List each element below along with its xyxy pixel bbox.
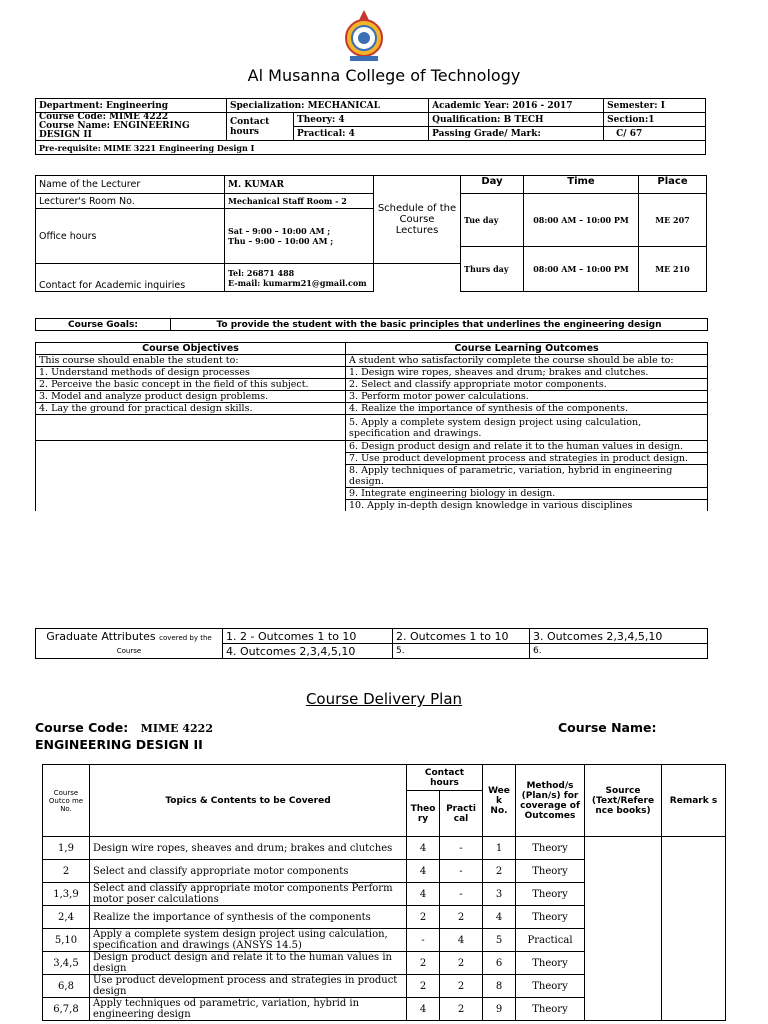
objective-item: 4. Lay the ground for practical design skills. (36, 403, 346, 415)
grade-value: C/ 67 (604, 127, 706, 141)
row-topic: Design product design and relate it to the human values in design (90, 952, 407, 975)
outcome-item: 2. Select and classify appropriate motor components. (346, 379, 708, 391)
theory-hours: Theory: 4 (294, 113, 429, 127)
plan-course-code-label: Course Code: (35, 720, 129, 735)
outcome-item: 10. Apply in-depth design knowledge in various disciplines (346, 500, 708, 512)
plan-course-name-label: Course Name: (558, 720, 657, 735)
academic-year: Academic Year: 2016 - 2017 (429, 99, 604, 113)
room-label: Lecturer's Room No. (36, 194, 225, 209)
lecturer-name: M. KUMAR (225, 176, 374, 194)
row-theory: - (407, 929, 440, 952)
col-time: Time (524, 176, 639, 194)
row-method: Practical (516, 929, 585, 952)
row-outcome: 6,8 (43, 975, 90, 998)
lecturer-tel: Tel: 26871 488 (228, 267, 295, 278)
course-name: Course Name: ENGINEERING DESIGN II (39, 121, 190, 140)
graduate-cell-5: 5. (393, 644, 530, 659)
row-method: Theory (516, 837, 585, 860)
table-row (43, 837, 726, 860)
row-method: Theory (516, 906, 585, 929)
row-outcome: 6,7,8 (43, 998, 90, 1021)
row-theory: 4 (407, 883, 440, 906)
outcomes-header: Course Learning Outcomes (346, 343, 708, 355)
schedule-time-1: 08:00 AM – 10:00 PM (524, 194, 639, 247)
section: Section:1 (604, 113, 706, 127)
contact-value (225, 264, 374, 292)
graduate-cell-1: 1. 2 - Outcomes 1 to 10 (223, 629, 393, 644)
graduate-label-cell (36, 629, 223, 659)
schedule-place-1: ME 207 (639, 194, 707, 247)
outcome-item: 3. Perform motor power calculations. (346, 391, 708, 403)
header-source: Source (Text/Refere nce books) (585, 765, 662, 837)
row-theory: 4 (407, 837, 440, 860)
graduate-label-small: covered by the Course (116, 633, 212, 655)
objective-empty (36, 415, 346, 441)
outcome-item: 4. Realize the importance of synthesis of the components. (346, 403, 708, 415)
row-method: Theory (516, 975, 585, 998)
college-logo (340, 8, 388, 66)
row-practical: - (440, 837, 483, 860)
room-value: Mechanical Staff Room - 2 (225, 194, 374, 209)
row-practical: 2 (440, 998, 483, 1021)
row-outcome: 5,10 (43, 929, 90, 952)
row-topic: Design wire ropes, sheaves and drum; brakes and clutches (90, 837, 407, 860)
row-theory: 2 (407, 975, 440, 998)
graduate-attributes-table (35, 628, 708, 659)
goals-text: To provide the student with the basic principles that underlines the engineering design (171, 319, 708, 331)
row-outcome: 1,9 (43, 837, 90, 860)
header-practical: Practi cal (440, 791, 483, 837)
department: Department: Engineering (36, 99, 227, 113)
row-practical: 2 (440, 952, 483, 975)
row-method: Theory (516, 998, 585, 1021)
row-week: 6 (483, 952, 516, 975)
graduate-cell-2: 2. Outcomes 1 to 10 (393, 629, 530, 644)
row-theory: 2 (407, 906, 440, 929)
row-outcome: 3,4,5 (43, 952, 90, 975)
row-theory: 2 (407, 952, 440, 975)
row-topic: Realize the importance of synthesis of the components (90, 906, 407, 929)
course-code-name (36, 113, 227, 141)
semester: Semester: I (604, 99, 706, 113)
row-topic: Select and classify appropriate motor components (90, 860, 407, 883)
course-code: Course Code: MIME 4222 (39, 112, 169, 122)
outcome-item: 7. Use product development process and strategies in product design. (346, 453, 708, 465)
col-day: Day (461, 176, 524, 194)
goals-label: Course Goals: (36, 319, 171, 331)
row-topic: Use product development process and strategies in product design (90, 975, 407, 998)
graduate-label: Graduate Attributes (46, 629, 156, 643)
office-hours-line-1: Sat – 9:00 – 10:00 AM ; (228, 226, 331, 236)
contact-hours-label: Contact hours (227, 113, 294, 141)
row-topic: Select and classify appropriate motor components Perform motor poser calculations (90, 883, 407, 906)
qualification: Qualification: B TECH (429, 113, 604, 127)
objective-item: 2. Perceive the basic concept in the field of this subject. (36, 379, 346, 391)
row-method: Theory (516, 952, 585, 975)
row-method: Theory (516, 883, 585, 906)
header-method: Method/s (Plan/s) for coverage of Outcomes (516, 765, 585, 837)
row-method: Theory (516, 860, 585, 883)
header-remarks: Remark s (662, 765, 726, 837)
contact-label: Contact for Academic inquiries (36, 264, 225, 292)
lecturer-table (35, 175, 707, 292)
row-practical: - (440, 883, 483, 906)
lecturer-email: E-mail: kumarm21@gmail.com (228, 277, 367, 288)
plan-rows (43, 837, 726, 1021)
delivery-plan-title: Course Delivery Plan (305, 690, 463, 708)
schedule-day-2: Thurs day (461, 247, 524, 292)
row-week: 3 (483, 883, 516, 906)
outcome-item: 6. Design product design and relate it to the human values in design. (346, 441, 708, 453)
outcome-item: 8. Apply techniques of parametric, variation, hybrid in engineering design. (346, 465, 708, 488)
prerequisite: Pre-requisite: MIME 3221 Engineering Design I (36, 141, 706, 155)
row-topic: Apply a complete system design project using calculation, specification and drawings (ANSYS 14.5) (90, 929, 407, 952)
row-week: 8 (483, 975, 516, 998)
outcome-item: 9. Integrate engineering biology in design. (346, 488, 708, 500)
header-week: Wee k No. (483, 765, 516, 837)
office-hours-line-2: Thu – 9:00 – 10:00 AM ; (228, 236, 334, 246)
delivery-plan-table (42, 764, 726, 1021)
passing-grade: Passing Grade/ Mark: (429, 127, 604, 141)
row-week: 9 (483, 998, 516, 1021)
outcome-item: A student who satisfactorily complete the course should be able to: (346, 355, 708, 367)
office-hours-value (225, 209, 374, 264)
row-outcome: 2 (43, 860, 90, 883)
row-practical: 4 (440, 929, 483, 952)
row-remarks (662, 837, 726, 1021)
objective-item: 3. Model and analyze product design problems. (36, 391, 346, 403)
plan-course-code-value: MIME 4222 (140, 722, 213, 735)
row-practical: 2 (440, 975, 483, 998)
row-outcome: 1,3,9 (43, 883, 90, 906)
header-outcome: Course Outco me No. (43, 765, 90, 837)
objectives-outcomes-table (35, 342, 708, 511)
office-hours-label: Office hours (36, 209, 225, 264)
schedule-label-spacer (374, 264, 461, 292)
outcome-item: 1. Design wire ropes, sheaves and drum; brakes and clutches. (346, 367, 708, 379)
row-outcome: 2,4 (43, 906, 90, 929)
outcome-item: 5. Apply a complete system design project using calculation, specification and drawings. (346, 415, 708, 441)
row-week: 4 (483, 906, 516, 929)
schedule-label: Schedule of the Course Lectures (374, 176, 461, 264)
objective-item: This course should enable the student to: (36, 355, 346, 367)
col-place: Place (639, 176, 707, 194)
objective-item: 1. Understand methods of design processes (36, 367, 346, 379)
row-week: 1 (483, 837, 516, 860)
schedule-day-1: Tue day (461, 194, 524, 247)
objectives-header: Course Objectives (36, 343, 346, 355)
graduate-cell-4: 4. Outcomes 2,3,4,5,10 (223, 644, 393, 659)
lecturer-name-label: Name of the Lecturer (36, 176, 225, 194)
objective-empty (36, 441, 346, 512)
course-info-table (35, 98, 706, 155)
row-week: 2 (483, 860, 516, 883)
practical-hours: Practical: 4 (294, 127, 429, 141)
graduate-cell-3: 3. Outcomes 2,3,4,5,10 (530, 629, 708, 644)
header-topics: Topics & Contents to be Covered (90, 765, 407, 837)
row-week: 5 (483, 929, 516, 952)
course-goals (35, 318, 708, 331)
schedule-place-2: ME 210 (639, 247, 707, 292)
header-theory: Theo ry (407, 791, 440, 837)
row-theory: 4 (407, 998, 440, 1021)
schedule-time-2: 08:00 AM – 10:00 PM (524, 247, 639, 292)
college-name: Al Musanna College of Technology (247, 66, 521, 85)
row-topic: Apply techniques od parametric, variation, hybrid in engineering design (90, 998, 407, 1021)
row-practical: - (440, 860, 483, 883)
specialization: Specialization: MECHANICAL (227, 99, 429, 113)
row-theory: 4 (407, 860, 440, 883)
header-contact-hours: Contact hours (407, 765, 483, 791)
row-practical: 2 (440, 906, 483, 929)
row-source (585, 837, 662, 1021)
plan-course-code (35, 720, 213, 735)
graduate-cell-6: 6. (530, 644, 708, 659)
plan-course-name: ENGINEERING DESIGN II (35, 737, 203, 752)
